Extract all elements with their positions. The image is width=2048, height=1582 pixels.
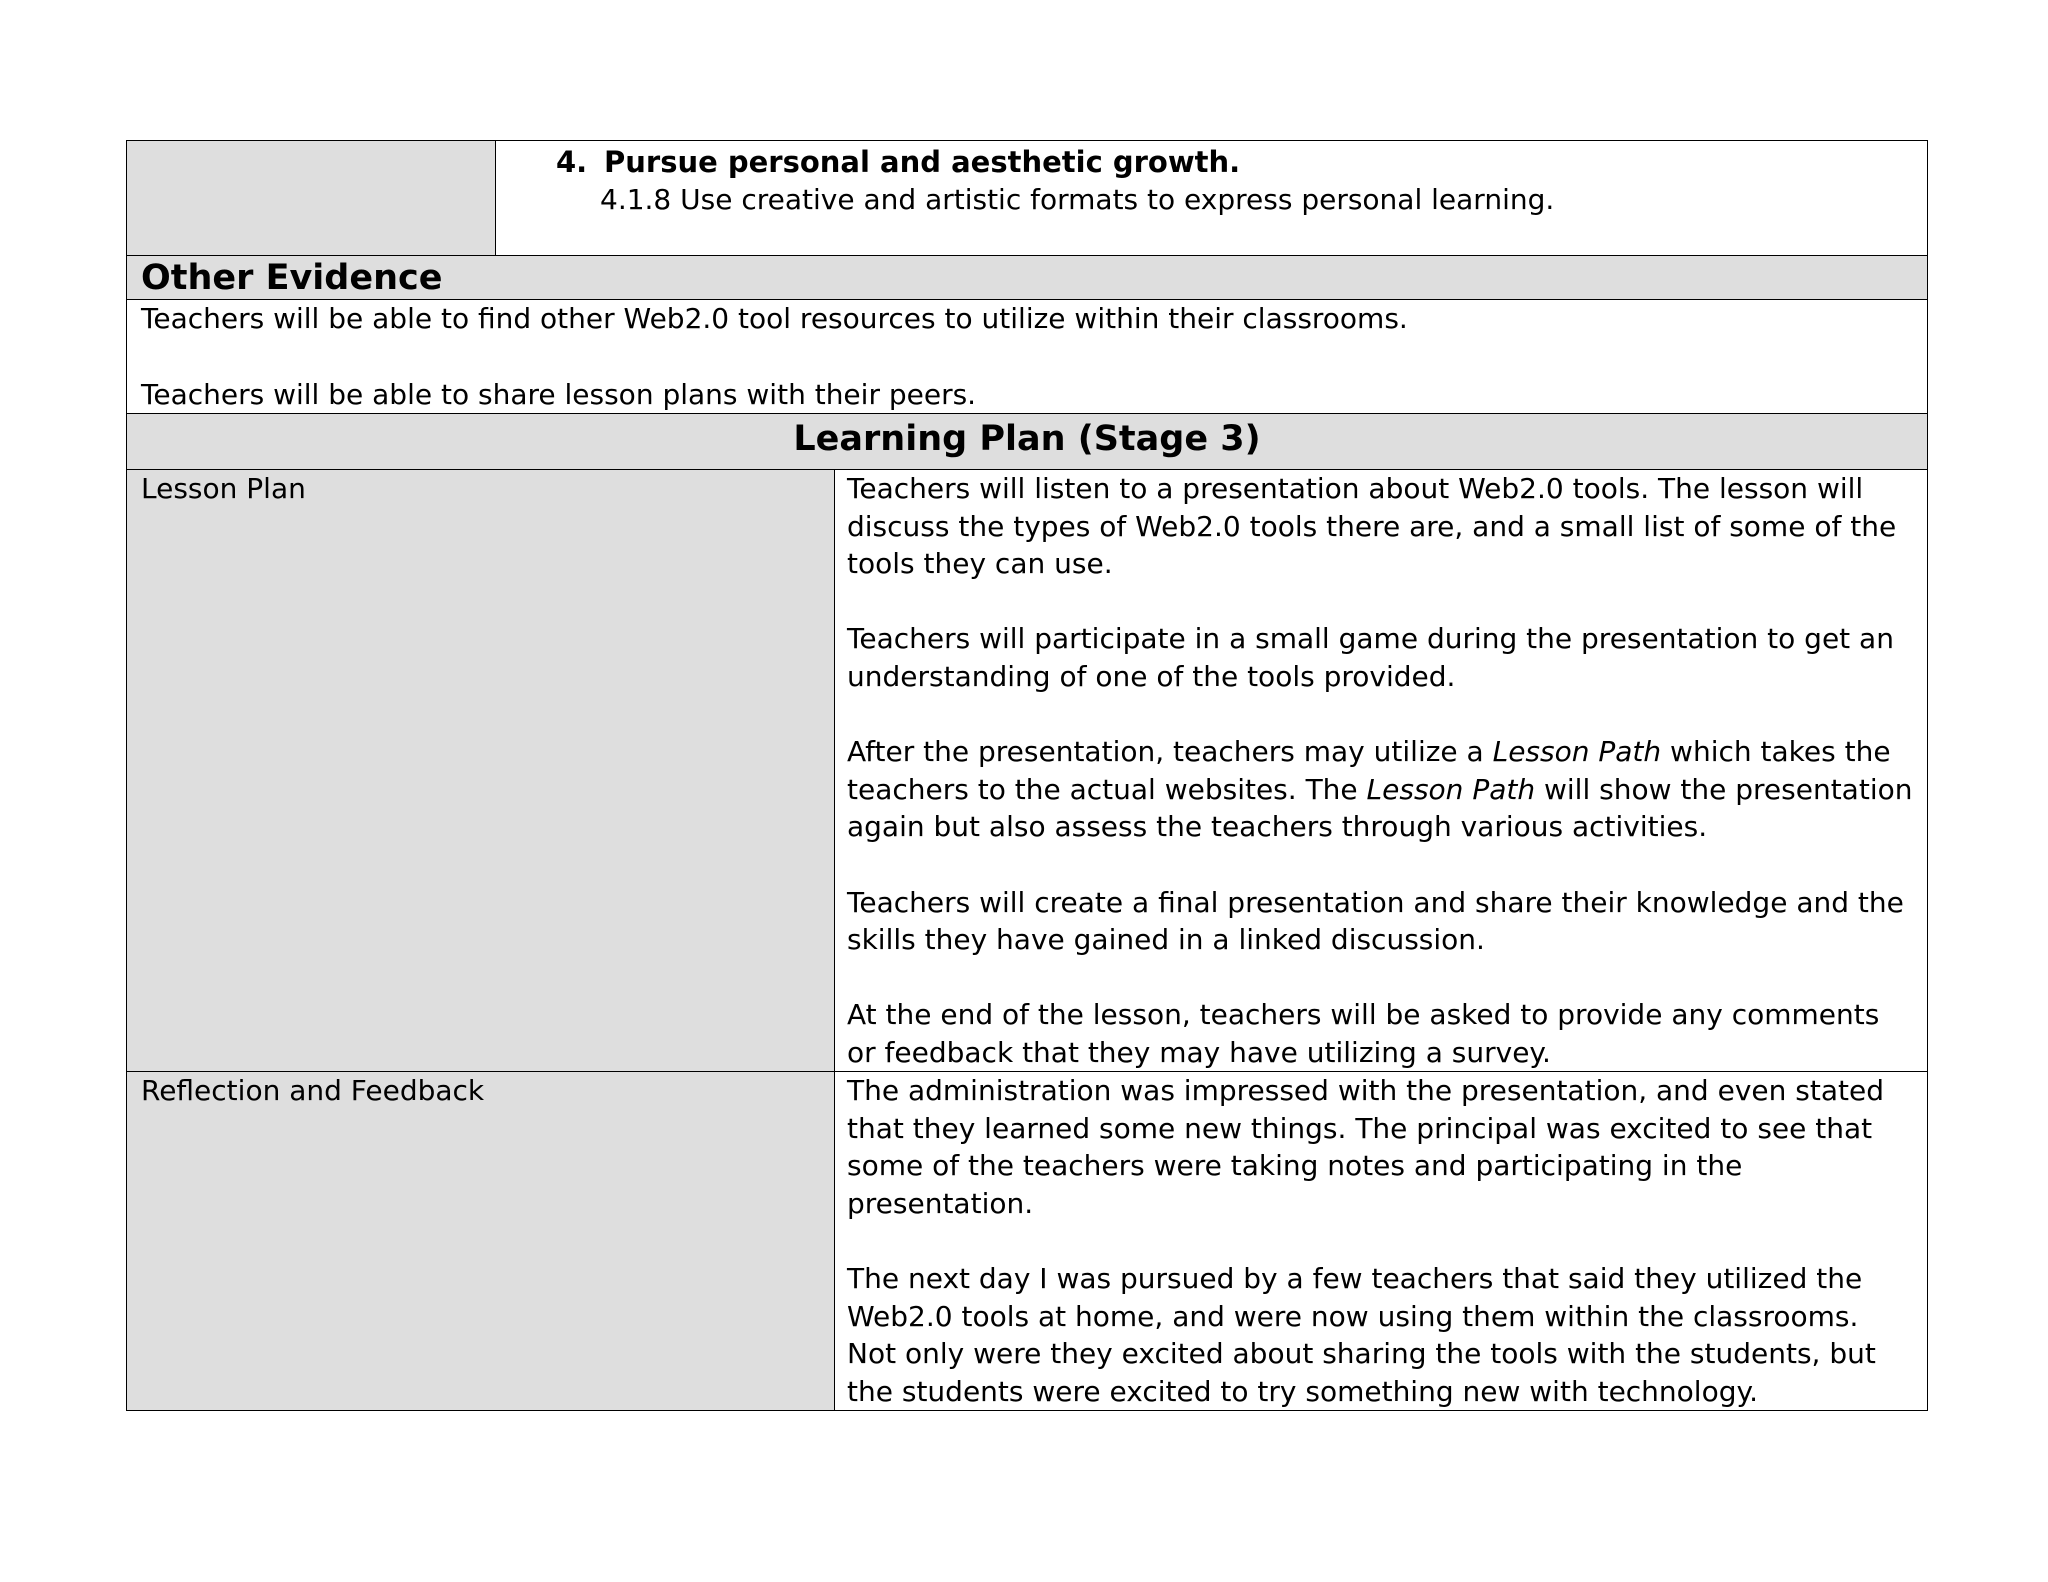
other-evidence-item: Teachers will be able to find other Web2.0 tool resources to utilize within their classrooms. (141, 302, 1408, 335)
other-evidence-item: Teachers will be able to share lesson plans with their peers. (141, 378, 977, 411)
standard-heading (556, 143, 1927, 181)
other-evidence-body-row (127, 300, 1927, 414)
lesson-plan-text: After the presentation, teachers may utilize a (847, 735, 1493, 769)
other-evidence-header-cell (127, 256, 1927, 299)
lesson-plan-paragraph: Teachers will listen to a presentation about Web2.0 tools. The lesson will discuss the types of Web2.0 tools there are, and a small list of some of the tools they can use. (847, 472, 1897, 581)
lesson-path-term: Lesson Path (1366, 772, 1536, 806)
lesson-plan-content-cell (835, 470, 1927, 1071)
lesson-plan-label: Lesson Plan (141, 472, 306, 505)
lesson-plan-paragraph (847, 733, 1915, 846)
standard-number: 4. (556, 145, 588, 179)
lesson-plan-text: which takes the teachers to the actual websites. The (847, 735, 1891, 806)
reflection-label-cell (127, 1072, 835, 1410)
standards-row (127, 141, 1927, 256)
learning-plan-title: Learning Plan (Stage 3) (793, 419, 1261, 459)
lesson-plan-text: will show the presentation again but also assess the teachers through various activities. (847, 772, 1913, 844)
lesson-path-term: Lesson Path (1492, 735, 1662, 769)
learning-plan-header-cell (127, 414, 1927, 469)
reflection-paragraph: The administration was impressed with the presentation, and even stated that they learned some new things. The principal was excited to see that some of the teachers were taking notes and participating in the presentation. (847, 1074, 1884, 1220)
lesson-plan-paragraph: At the end of the lesson, teachers will be asked to provide any comments or feedback that they may have utilizing a survey. (847, 998, 1880, 1069)
lesson-plan-label-cell (127, 470, 835, 1071)
other-evidence-body-cell (127, 300, 1927, 413)
reflection-paragraph: The next day I was pursued by a few teachers that said they utilized the Web2.0 tools at home, and were now using them within the classrooms. Not only were they excited about sharing the tools with the students, but the students were excited to try something new with technology. (847, 1261, 1876, 1408)
standards-label-cell (127, 141, 496, 255)
other-evidence-header-row (127, 256, 1927, 300)
reflection-row (127, 1072, 1927, 1410)
reflection-label: Reflection and Feedback (141, 1074, 485, 1107)
lesson-plan-paragraph: Teachers will participate in a small game during the presentation to get an understanding of one of the tools provided. (847, 622, 1894, 693)
lesson-plan-paragraph: Teachers will create a final presentation and share their knowledge and the skills they have gained in a linked discussion. (847, 885, 1904, 957)
standards-content-cell (496, 141, 1927, 255)
learning-plan-header-row (127, 414, 1927, 470)
standard-sub-item: 4.1.8 Use creative and artistic formats to express personal learning. (600, 183, 1555, 216)
lesson-plan-row (127, 470, 1927, 1072)
other-evidence-title: Other Evidence (141, 258, 443, 298)
stage-table (126, 140, 1928, 1411)
reflection-content-cell (835, 1072, 1927, 1410)
standard-heading-text: Pursue personal and aesthetic growth. (604, 145, 1241, 179)
